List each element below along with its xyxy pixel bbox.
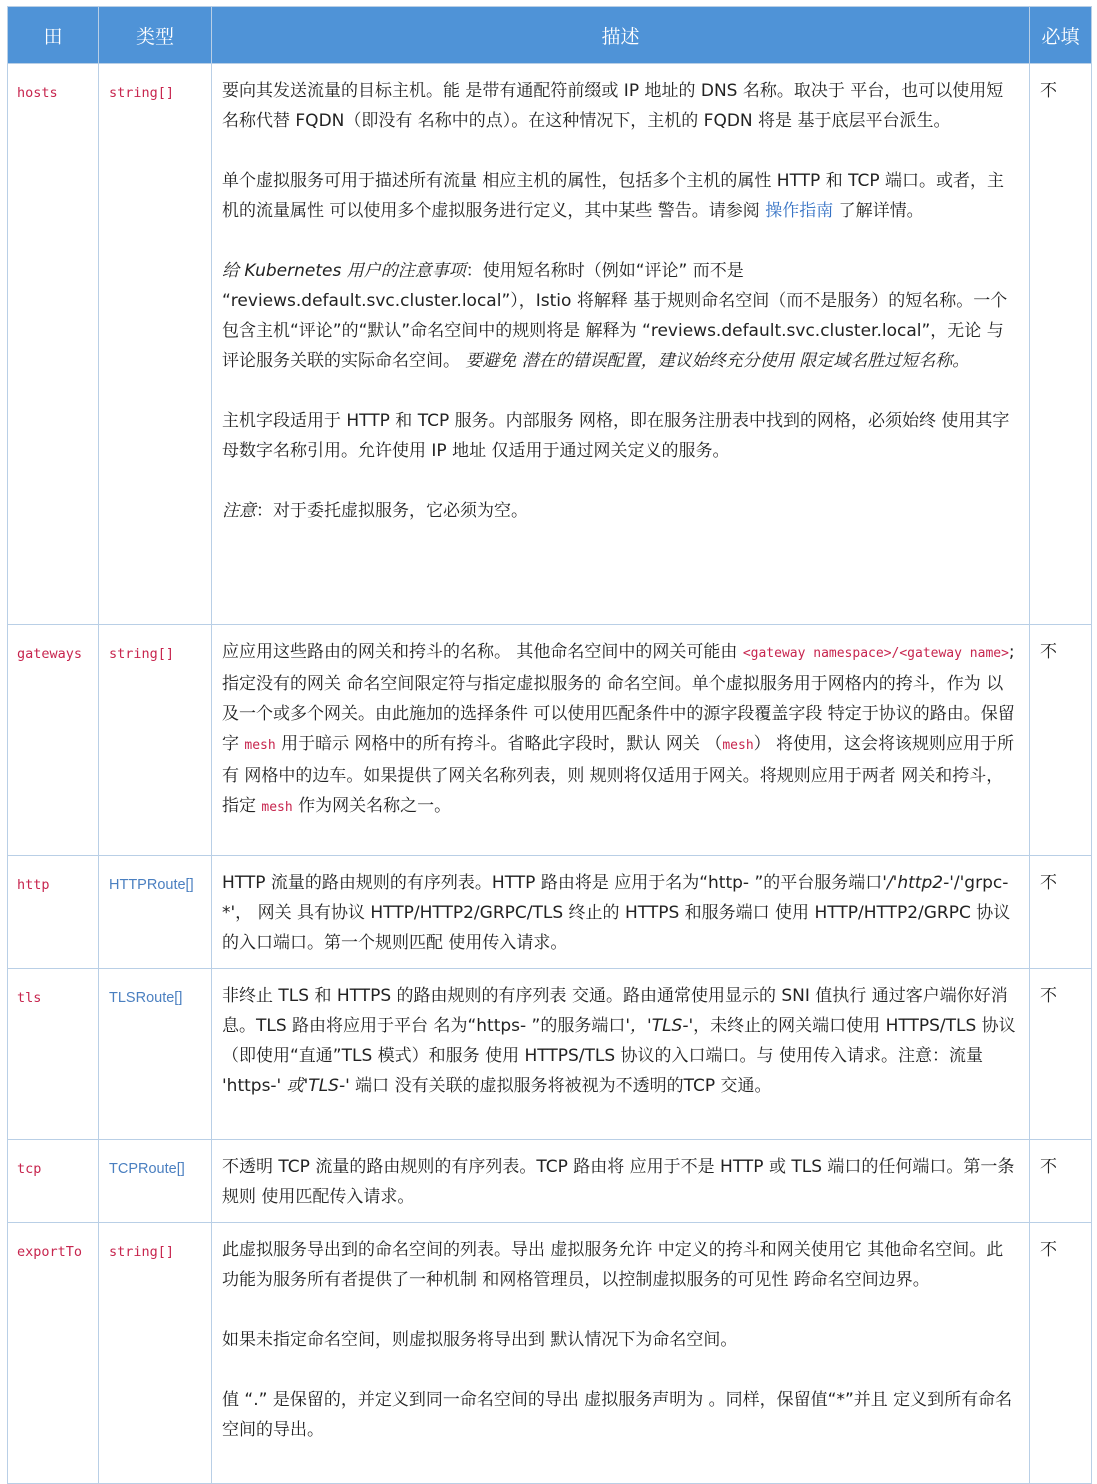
inline-code: mesh — [261, 800, 293, 815]
header-type: 类型 — [99, 7, 212, 64]
description-paragraph — [222, 256, 1019, 376]
field-description — [212, 969, 1030, 1140]
description-paragraph — [222, 868, 1019, 958]
field-name: tls — [8, 969, 99, 1140]
description-paragraph — [222, 981, 1019, 1101]
text: 非终止 TLS 和 HTTPS 的路由规则的有序列表 交通。路由通常使用显示的 SNI 值执行 通过客户端你好消息。TLS 路由将应用于平台 名为“https- ”的服务端口 — [222, 986, 1008, 1036]
text: 了解详情。 — [833, 201, 924, 221]
text: ） 将使用，这会将该规则应用于所有 网格中的边车。如果提供了网关名称列表，则 规则将仅适用于网关。将规则应用于两者 网关和挎斗，指定 — [222, 734, 1015, 816]
description-paragraph: 值 “.” 是保留的，并定义到同一命名空间的导出 虚拟服务声明为 。同样，保留值“*”并且 定义到所有命名空间的导出。 — [222, 1390, 1013, 1440]
field-type-link[interactable]: TLSRoute[] — [99, 969, 212, 1140]
table-row — [8, 1140, 1092, 1223]
field-required: 不 — [1030, 64, 1092, 625]
field-name: hosts — [8, 64, 99, 625]
description-paragraph — [222, 637, 1019, 823]
text: ;指定没有的网关 命名空间限定符与指定虚拟服务的 命名空间。单个虚拟服务用于网格内的挎斗，作为 以及一个或多个网关。由此施加的选择条件 可以使用匹配条件中的源字段覆盖字段 特定于协议的路由。保留字 — [222, 642, 1015, 754]
text: 应应用这些路由的网关和挎斗的名称。 其他命名空间中的网关可能由 — [222, 642, 743, 662]
header-description: 描述 — [212, 7, 1030, 64]
field-description — [212, 625, 1030, 856]
fields-table — [7, 6, 1092, 1484]
description-paragraph: 要向其发送流量的目标主机。能 是带有通配符前缀或 IP 地址的 DNS 名称。取决于 平台，也可以使用短名称代替 FQDN（即没有 名称中的点）。在这种情况下，主机的 FQDN 将是 基于底层平台派生。 — [222, 81, 1004, 131]
inline-code: mesh — [244, 738, 276, 753]
text: 用于暗示 网格中的所有挎斗。省略此字段时，默认 网关 （ — [275, 734, 723, 754]
text: ：对于委托虚拟服务，它必须为空。 — [256, 501, 528, 521]
field-required: 不 — [1030, 856, 1092, 969]
field-required: 不 — [1030, 969, 1092, 1140]
text: ：使用短名称时（例如“评论” 而不是 “reviews.default.svc.cluster.local”），Istio 将解释 基于规则命名空间（而不是服务）的短名称。一个 包含主机“评论”的“默认”命名空间中的规则将是 解释为 “reviews.default.svc.cluster.local”，无论 与评论服务关联的实际命名空间。 — [222, 261, 1008, 371]
text: ，未终止的网关端口使用 HTTPS/TLS 协议（即使用“直通”TLS 模式）和服务 使用 HTTPS/TLS 协议的入口端口。与 使用传入请求。注意：流量 'https-' — [222, 1016, 1016, 1096]
italic-text: 要避免 潜在的错误配置，建议始终充分使用 限定域名胜过短名称。 — [465, 351, 970, 371]
header-required: 必填 — [1030, 7, 1092, 64]
field-required: 不 — [1030, 1140, 1092, 1223]
italic-text: 注意 — [222, 501, 256, 521]
text: 端口 没有关联的虚拟服务将被视为不透明的TCP 交通。 — [349, 1076, 772, 1096]
field-type-link[interactable]: TCPRoute[] — [99, 1140, 212, 1223]
text: /'grpc-*'， 网关 具有协议 HTTP/HTTP2/GRPC/TLS 终止的 HTTPS 和服务端口 使用 HTTP/HTTP2/GRPC 协议的入口端口。第一个规则匹配 使用传入请求。 — [222, 873, 1011, 953]
description-paragraph — [222, 166, 1019, 226]
field-description — [212, 1223, 1030, 1484]
field-type: string[] — [99, 1223, 212, 1484]
table-row — [8, 64, 1092, 625]
field-type: string[] — [99, 625, 212, 856]
text: HTTP 流量的路由规则的有序列表。HTTP 路由将是 应用于名为“http- ”的平台服务端口 — [222, 873, 883, 893]
italic-text: 给 Kubernetes 用户的注意事项 — [222, 261, 466, 281]
italic-text: 或'TLS-' — [281, 1076, 350, 1096]
field-name: exportTo — [8, 1223, 99, 1484]
table-row — [8, 1223, 1092, 1484]
description-paragraph: 如果未指定命名空间，则虚拟服务将导出到 默认情况下为命名空间。 — [222, 1330, 738, 1350]
field-description — [212, 856, 1030, 969]
guide-link[interactable]: 操作指南 — [765, 201, 834, 221]
description-paragraph: 不透明 TCP 流量的路由规则的有序列表。TCP 路由将 应用于不是 HTTP 或 TLS 端口的任何端口。第一条规则 使用匹配传入请求。 — [222, 1157, 1015, 1207]
table-row — [8, 969, 1092, 1140]
inline-code: <gateway namespace>/<gateway name> — [742, 646, 1009, 661]
table-row — [8, 856, 1092, 969]
text: 单个虚拟服务可用于描述所有流量 相应主机的属性，包括多个主机的属性 HTTP 和 TCP 端口。或者，主机的流量属性 可以使用多个虚拟服务进行定义，其中某些 警告。请参阅 — [222, 171, 1005, 221]
description-paragraph: 此虚拟服务导出到的命名空间的列表。导出 虚拟服务允许 中定义的挎斗和网关使用它 其他命名空间。此功能为服务所有者提供了一种机制 和网格管理员，以控制虚拟服务的可见性 跨命名空间边界。 — [222, 1240, 1004, 1290]
description-paragraph — [222, 496, 1019, 526]
header-row — [8, 7, 1092, 64]
field-name: tcp — [8, 1140, 99, 1223]
field-required: 不 — [1030, 625, 1092, 856]
field-description — [212, 1140, 1030, 1223]
field-required: 不 — [1030, 1223, 1092, 1484]
header-field: 田 — [8, 7, 99, 64]
field-description — [212, 64, 1030, 625]
field-name: http — [8, 856, 99, 969]
text: 作为网关名称之一。 — [292, 796, 452, 816]
field-type: string[] — [99, 64, 212, 625]
italic-text: '，'TLS-' — [625, 1016, 694, 1036]
description-paragraph: 主机字段适用于 HTTP 和 TCP 服务。内部服务 网格，即在服务注册表中找到的网格，必须始终 使用其字母数字名称引用。允许使用 IP 地址 仅适用于通过网关定义的服务。 — [222, 411, 1010, 461]
italic-text: '/'http2-' — [882, 873, 954, 893]
inline-code: mesh — [722, 738, 754, 753]
field-type-link[interactable]: HTTPRoute[] — [99, 856, 212, 969]
field-name: gateways — [8, 625, 99, 856]
table-row — [8, 625, 1092, 856]
